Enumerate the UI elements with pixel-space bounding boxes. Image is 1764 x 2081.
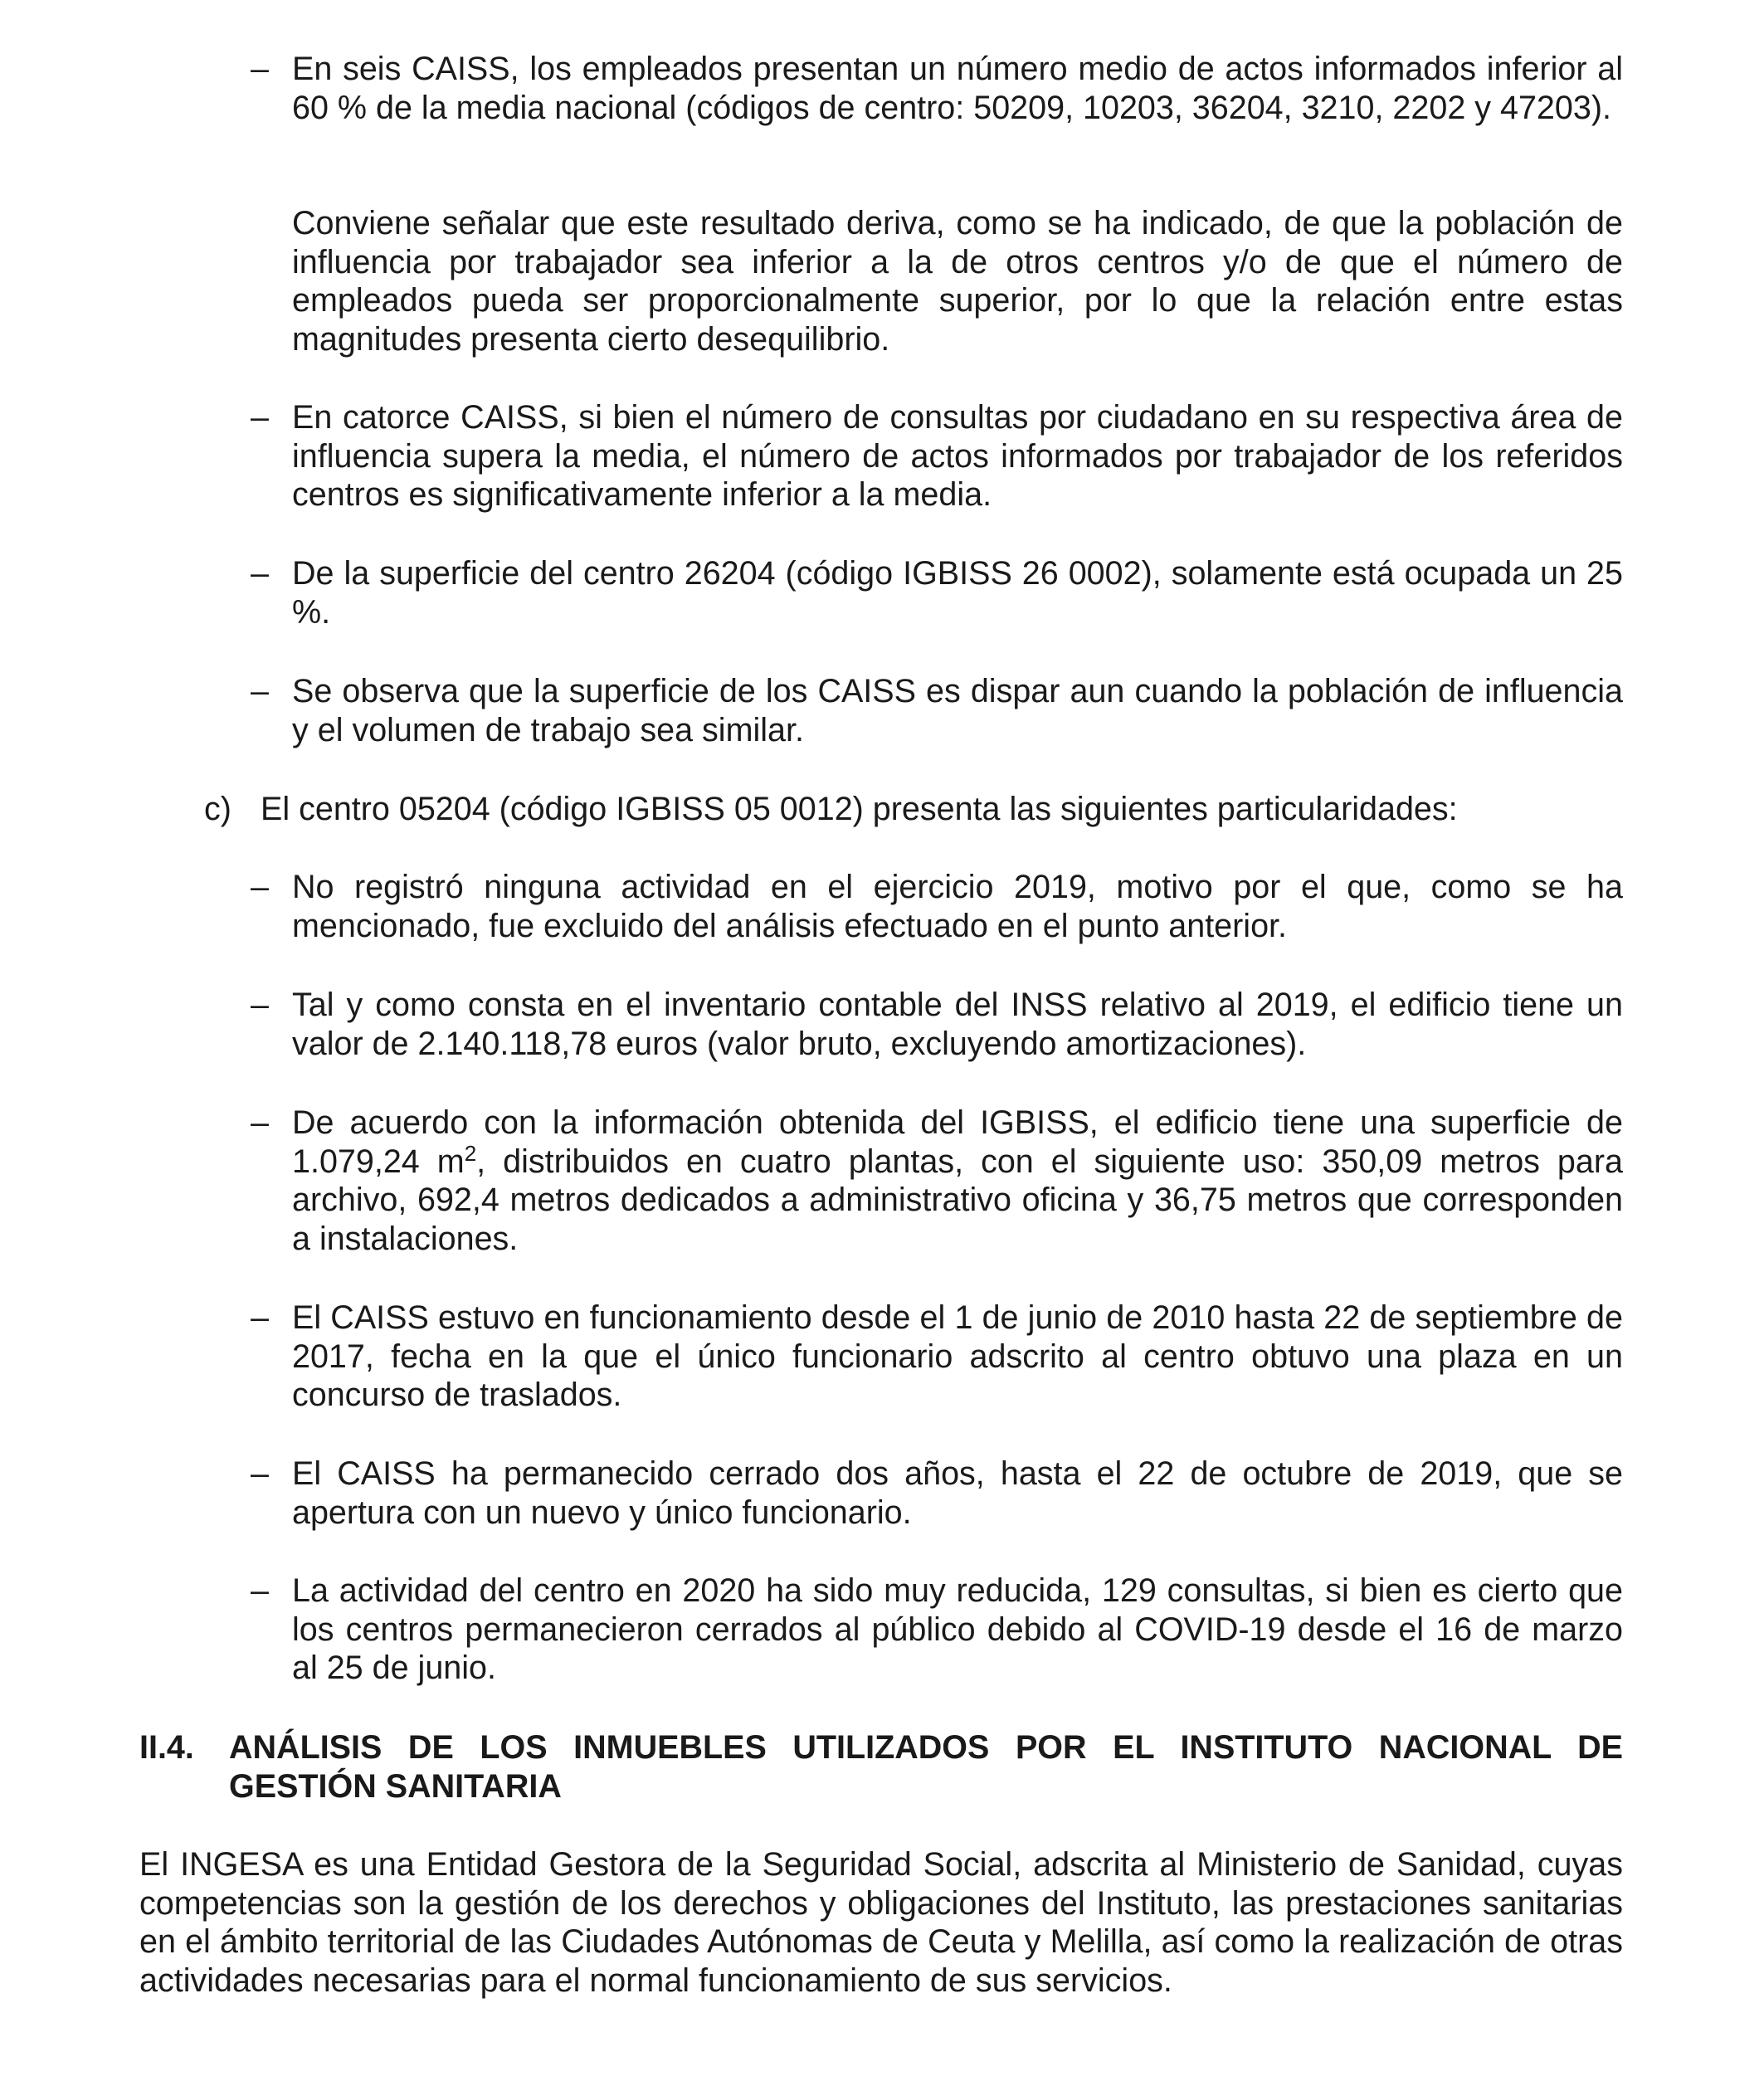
bullet-dash: – xyxy=(251,1104,269,1141)
bullet-text-superficie-26204: De la superficie del centro 26204 (código IGBISS 26 0002), solamente está ocupada un 25 %. xyxy=(292,555,1623,631)
text-before-superscript: De acuerdo con la información obtenida del IGBISS, el edificio tiene una superficie de 1.079,24 m xyxy=(292,1104,1623,1180)
bullet-dash: – xyxy=(251,673,269,709)
bullet-text-catorce-caiss: En catorce CAISS, si bien el número de consultas por ciudadano en su respectiva área de influencia supera la media, el número de actos informados por trabajador de los referidos centros es significativamente inferior a la media. xyxy=(292,399,1623,513)
bullet-text-actividad-2020: La actividad del centro en 2020 ha sido muy reducida, 129 consultas, si bien es cierto que los centros permanecieron cerrados al público debido al COVID-19 desde el 16 de marzo al 25 de junio. xyxy=(292,1572,1623,1686)
bullet-dash: – xyxy=(251,51,269,87)
superscript: 2 xyxy=(464,1140,477,1166)
bullet-dash: – xyxy=(251,1299,269,1336)
bullet-text-caiss-empleados: En seis CAISS, los empleados presentan un número medio de actos informados inferior al 60 % de la media nacional (códigos de centro: 50209, 10203, 36204, 3210, 2202 y 47203). xyxy=(292,51,1623,126)
bullet-text-funcionamiento: El CAISS estuvo en funcionamiento desde el 1 de junio de 2010 hasta 22 de septiembre de 2017, fecha en la que el único funcionario adscrito al centro obtuvo una plaza en un concurso de traslados. xyxy=(292,1299,1623,1413)
text-after-superscript: , distribuidos en cuatro plantas, con el siguiente uso: 350,09 metros para archivo, 692,4 metros dedicados a administrativo oficina y 36,75 metros que corresponden a instalaciones. xyxy=(292,1143,1623,1257)
item-marker-c: c) xyxy=(204,791,231,827)
section-title: ANÁLISIS DE LOS INMUEBLES UTILIZADOS POR EL INSTITUTO NACIONAL DE GESTIÓN SANITARIA xyxy=(229,1729,1623,1805)
bullet-dash: – xyxy=(251,869,269,905)
bullet-text-superficie-dispar: Se observa que la superficie de los CAISS es dispar aun cuando la población de influencia y el volumen de trabajo sea similar. xyxy=(292,673,1623,748)
bullet-text-inventario: Tal y como consta en el inventario contable del INSS relativo al 2019, el edificio tiene un valor de 2.140.118,78 euros (valor bruto, excluyendo amortizaciones). xyxy=(292,987,1623,1062)
bullet-dash: – xyxy=(251,987,269,1023)
section-number: II.4. xyxy=(139,1729,194,1766)
indent-paragraph-conviene: Conviene señalar que este resultado deriva, como se ha indicado, de que la población de influencia por trabajador sea inferior a la de otros centros y/o de que el número de empleados pueda ser proporcionalmente superior, por lo que la relación entre estas magnitudes presenta cierto desequilibrio. xyxy=(292,205,1623,358)
closing-paragraph-ingesa: El INGESA es una Entidad Gestora de la Seguridad Social, adscrita al Ministerio de Sanidad, cuyas competencias son la gestión de los derechos y obligaciones del Instituto, las prestaciones sanitarias en el ámbito territorial de las Ciudades Autónomas de Ceuta y Melilla, así como la realización de otras actividades necesarias para el normal funcionamiento de sus servicios. xyxy=(139,1846,1623,1999)
bullet-text-cerrado: El CAISS ha permanecido cerrado dos años, hasta el 22 de octubre de 2019, que se apertura con un nuevo y único funcionario. xyxy=(292,1455,1623,1531)
bullet-dash: – xyxy=(251,399,269,436)
item-text-centro-05204: El centro 05204 (código IGBISS 05 0012) presenta las siguientes particularidades: xyxy=(261,791,1458,827)
bullet-dash: – xyxy=(251,555,269,592)
bullet-dash: – xyxy=(251,1455,269,1492)
bullet-dash: – xyxy=(251,1572,269,1609)
bullet-text-superficie-igbiss xyxy=(292,1104,1623,1258)
bullet-text-no-registro: No registró ninguna actividad en el ejercicio 2019, motivo por el que, como se ha mencionado, fue excluido del análisis efectuado en el punto anterior. xyxy=(292,869,1623,944)
